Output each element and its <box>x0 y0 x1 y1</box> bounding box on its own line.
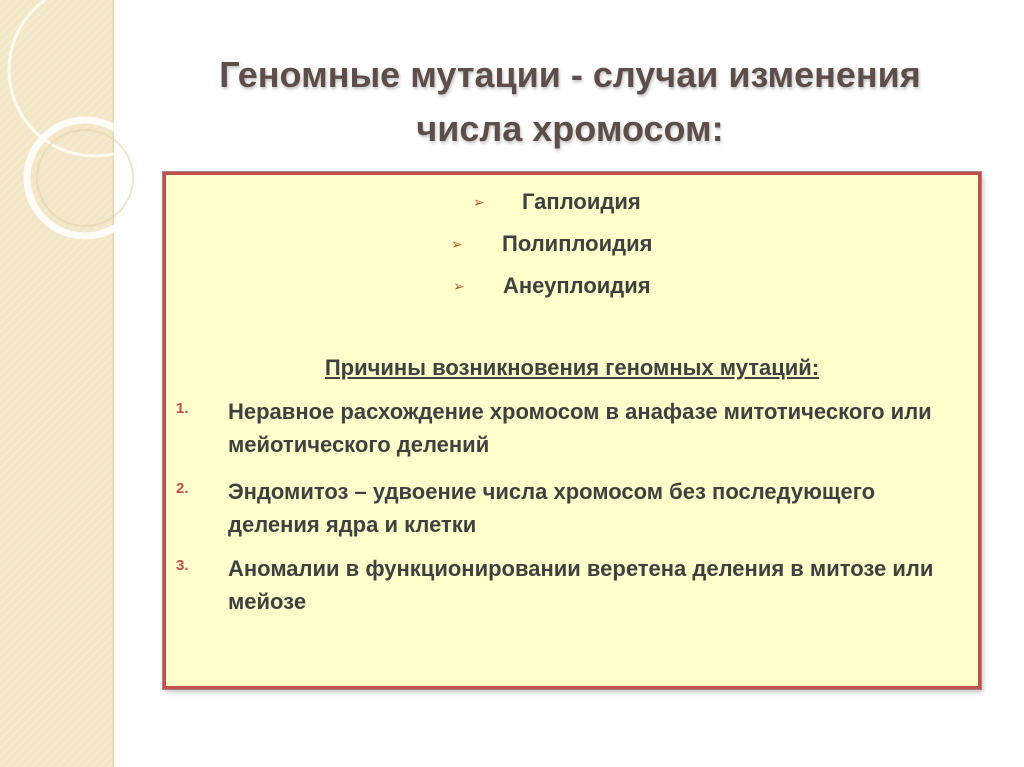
content-box <box>163 172 981 689</box>
slide-title-line-1: Геномные мутации - случаи изменения <box>219 54 921 95</box>
mutation-type-label: Гаплоидия <box>522 189 641 214</box>
mutation-type-label: Анеуплоидия <box>503 273 651 298</box>
mutation-type-item <box>166 189 978 219</box>
cause-text: Аномалии в функционировании веретена деления в митозе или мейозе <box>228 556 934 614</box>
mutation-type-label: Полиплоидия <box>502 231 653 256</box>
cause-number: 3. <box>176 557 189 574</box>
cause-number: 1. <box>176 400 189 417</box>
arrowhead-bullet-icon: ➢ <box>451 236 463 252</box>
mutation-type-item <box>166 273 978 303</box>
slide-title-line-2: числа хромосом: <box>416 108 724 149</box>
causes-heading: Причины возникновения геномных мутаций: <box>324 355 820 380</box>
arrowhead-bullet-icon: ➢ <box>473 194 485 210</box>
cause-text: Эндомитоз – удвоение числа хромосом без последующего деления ядра и клетки <box>228 479 876 537</box>
slide-title <box>150 48 990 156</box>
cause-text: Неравное расхождение хромосом в анафазе митотического или мейотического делений <box>228 399 932 457</box>
cause-number: 2. <box>176 480 189 497</box>
mutation-type-item <box>166 231 978 261</box>
decor-ring-small <box>27 120 143 236</box>
decor-ring-inner <box>37 130 133 226</box>
arrowhead-bullet-icon: ➢ <box>453 278 465 294</box>
